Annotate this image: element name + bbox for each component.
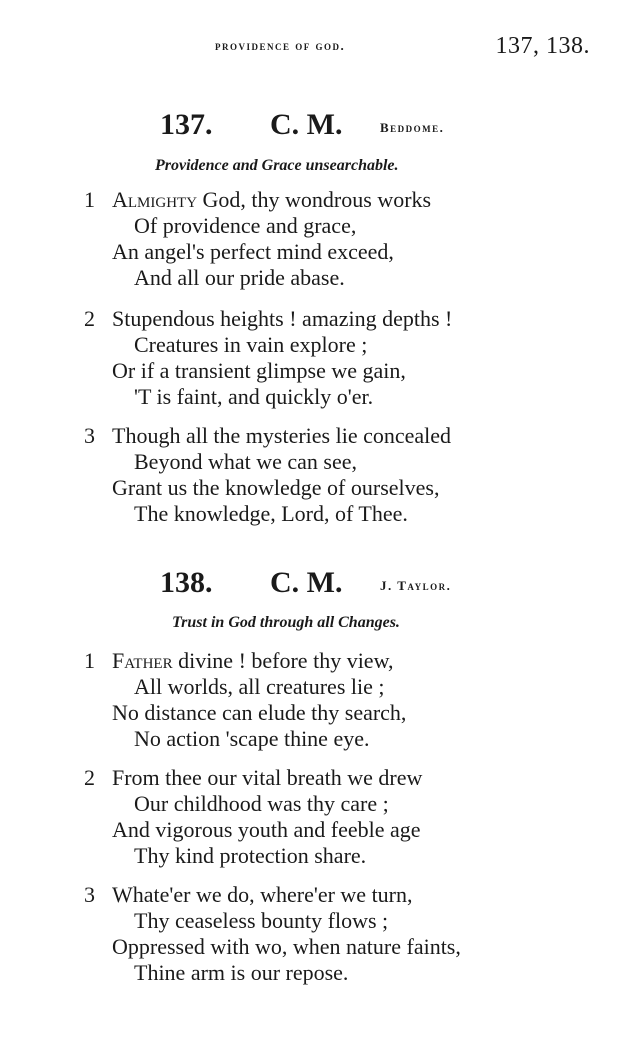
hymn-138-heading <box>160 566 500 606</box>
verse-line: Beyond what we can see, <box>134 449 357 474</box>
running-head <box>215 33 590 60</box>
verse-line: The knowledge, Lord, of Thee. <box>134 501 408 526</box>
first-word: Almighty <box>112 187 198 212</box>
verse-line: Or if a transient glimpse we gain, <box>112 358 406 383</box>
verse-line: Creatures in vain explore ; <box>134 332 368 357</box>
verse-line: An angel's perfect mind exceed, <box>112 239 394 264</box>
verse-line: Thy kind protection share. <box>134 843 367 868</box>
page-numbers: 137, 138. <box>495 33 590 59</box>
verse-line <box>112 187 431 213</box>
hymn-137-heading <box>160 108 500 148</box>
stanza-number: 3 <box>84 882 95 907</box>
verse-line: From thee our vital breath we drew <box>112 765 423 790</box>
verse-line: Thy ceaseless bounty flows ; <box>134 908 389 933</box>
verse-line: Our childhood was thy care ; <box>134 791 389 816</box>
verse-line: Of providence and grace, <box>134 213 357 238</box>
verse-line: Stupendous heights ! amazing depths ! <box>112 306 453 331</box>
verse-line: Whate'er we do, where'er we turn, <box>112 882 413 907</box>
verse-line: Though all the mysteries lie concealed <box>112 423 452 448</box>
stanza-number: 3 <box>84 423 95 448</box>
stanza-number: 1 <box>84 648 95 673</box>
verse-line: And all our pride abase. <box>134 265 345 290</box>
stanza-number: 2 <box>84 306 95 331</box>
line-rest: God, thy wondrous works <box>197 187 432 212</box>
hymn-author: J. Taylor. <box>380 578 452 593</box>
verse-line: Thine arm is our repose. <box>134 960 349 985</box>
verse-line: And vigorous youth and feeble age <box>112 817 421 842</box>
verse-line: Grant us the knowledge of ourselves, <box>112 475 440 500</box>
verse-line: 'T is faint, and quickly o'er. <box>134 384 374 409</box>
hymn-author: Beddome. <box>380 120 445 135</box>
running-title: providence of god. <box>215 38 346 53</box>
verse-line: No distance can elude thy search, <box>112 700 407 725</box>
hymn-number: 137. <box>160 108 213 141</box>
line-rest: divine ! before thy view, <box>172 648 394 673</box>
hymn-meter: C. M. <box>270 108 343 141</box>
verse-line: No action 'scape thine eye. <box>134 726 370 751</box>
verse-line: Oppressed with wo, when nature faints, <box>112 934 461 959</box>
verse-line: All worlds, all creatures lie ; <box>134 674 385 699</box>
hymn-meter: C. M. <box>270 566 343 599</box>
hymn-subtitle: Trust in God through all Changes. <box>172 614 400 631</box>
stanza-number: 1 <box>84 187 95 212</box>
stanza-number: 2 <box>84 765 95 790</box>
hymn-number: 138. <box>160 566 213 599</box>
hymn-subtitle: Providence and Grace unsearchable. <box>155 157 399 174</box>
first-word: Father <box>112 648 173 673</box>
verse-line <box>112 648 394 674</box>
